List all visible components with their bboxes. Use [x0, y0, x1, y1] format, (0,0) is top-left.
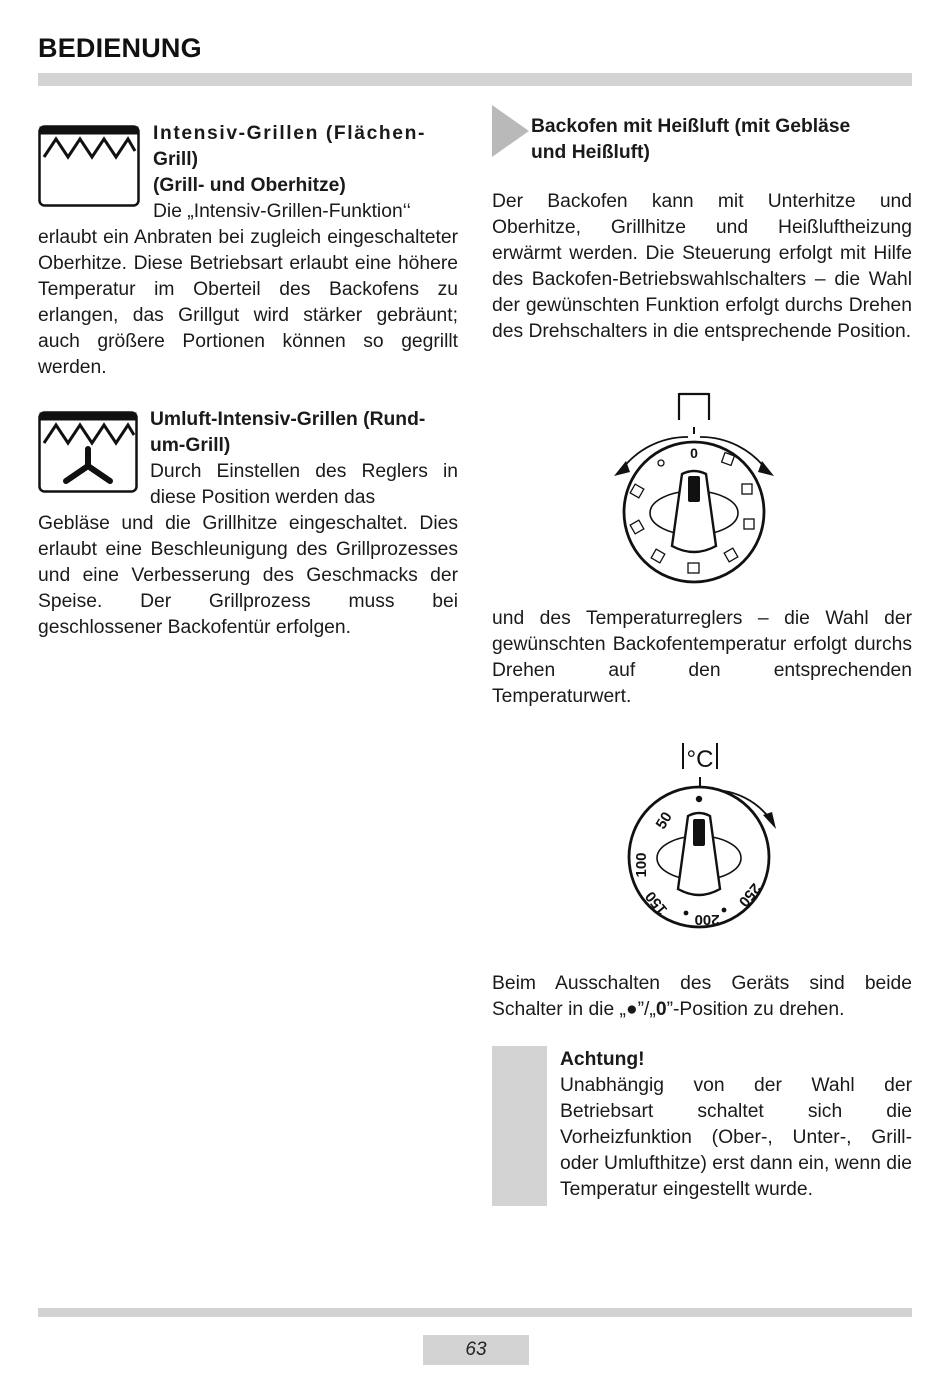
- warning-marker: [492, 1046, 547, 1206]
- body-text: erlaubt ein Anbraten bei zugleich eingeschalteter Oberhitze. Diese Betriebsart erlaubt eine höhere Temperatur im Oberteil des Backofens zu erlangen, das Grillgut wird stärker gebräunt; auch größere Portionen können so gegrillt werden.: [38, 227, 458, 378]
- body-text-lead: Durch Einstellen des Reglers in diese Position werden das: [150, 461, 458, 508]
- celsius-unit-label: °C: [686, 746, 714, 773]
- scale-50: 50: [652, 809, 676, 833]
- warning-title: Achtung!: [560, 1049, 645, 1070]
- page-number: 63: [423, 1335, 529, 1365]
- section-title: Intensiv-Grillen (Flächen-: [153, 123, 427, 144]
- warning-text: Unabhängig von der Wahl der Betriebsart schaltet sich die Vorheizfunktion (Ober-, Unter-, Grill- oder Umlufthitze) erst dann ein, wenn die Temperatur eingestellt wurde.: [560, 1075, 912, 1200]
- section-title: Backofen mit Heißluft (mit Gebläse: [531, 116, 851, 137]
- temperature-knob-diagram: [620, 737, 780, 933]
- scale-250: 250: [734, 879, 765, 910]
- dot-symbol: ●: [625, 999, 638, 1020]
- body-text-lead: Die „Intensiv-Grillen-Funktion‘‘: [153, 201, 411, 222]
- scale-150: 150: [641, 887, 672, 918]
- section-subtitle: (Grill- und Oberhitze): [153, 175, 346, 196]
- body-text: und des Temperaturreglers – die Wahl der gewünschten Backofentemperatur erfolgt durchs Drehen auf den entsprechenden Temperaturwert.: [492, 608, 912, 707]
- section-title-cont: Grill): [153, 149, 198, 170]
- header-rule: [38, 73, 912, 86]
- zero-label: 0: [690, 445, 698, 461]
- section-title-cont: um-Grill): [150, 435, 231, 456]
- scale-200: 200: [694, 911, 720, 928]
- section-title: Umluft-Intensiv-Grillen (Rund-: [150, 409, 426, 430]
- page-title: BEDIENUNG: [38, 33, 202, 63]
- body-text: Gebläse und die Grillhitze eingeschaltet. Dies erlaubt eine Beschleunigung des Grillprozesses und eine Verbesserung des Geschmacks der Speise. Der Grillprozess muss bei geschlossener Backofentür erfolgen.: [38, 513, 458, 638]
- body-text: Der Backofen kann mit Unterhitze und Oberhitze, Grillhitze und Heißluftheizung erwärmt werden. Die Steuerung erfolgt mit Hilfe des Backofen-Betriebswahlschalters – die Wahl der gewünschten Funktion erfolgt durchs Drehen des Drehschalters in die entsprechende Position.: [492, 191, 912, 342]
- play-triangle-icon: [492, 105, 530, 157]
- section-title-cont: und Heißluft): [531, 142, 650, 163]
- switch-off-instruction: Beim Ausschalten des Geräts sind beide Schalter in die „●”/„0”-Position zu drehen.: [492, 973, 912, 1020]
- function-knob-diagram: [608, 390, 780, 586]
- scale-100: 100: [633, 852, 650, 878]
- footer-rule: [38, 1308, 912, 1317]
- zero-symbol: 0: [655, 999, 667, 1020]
